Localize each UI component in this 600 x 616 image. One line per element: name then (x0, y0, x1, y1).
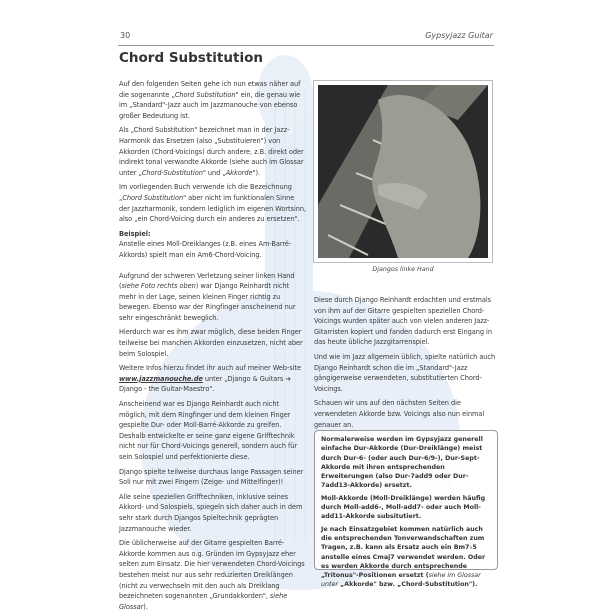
paragraph: Als „Chord Substitution" bezeichnet man in der Jazz-Harmonik das Ersetzen (also „Substituieren") von Akkorden (Chord-Voicings) durch andere, z.B. direkt oder indirekt tonal verwandte Akkorde (siehe auch im Glossar unter „Chord-Substitution" und „Akkorde"). (119, 126, 304, 177)
info-paragraph: Normalerweise werden im Gypsyjazz generell einfache Dur-Akkorde (Dur-Dreiklänge) meist durch Dur-6- (oder auch Dur-6/9-), Dur-Sept- Akkorde mit ihren entsprechenden Erweiterungen (also Dur-7add9 oder Dur-7add13-Akkorde) ersetzt. (321, 436, 483, 490)
page-number: 30 (120, 31, 131, 40)
paragraph: Und wie im Jazz allgemein üblich, spielte natürlich auch Django Reinhardt schon die im „Standard"-Jazz gängigerweise verwendeten, substitutierten Chord-Voicings. (314, 352, 496, 393)
photo-djangos-hand (313, 80, 493, 263)
right-column (314, 295, 500, 434)
paragraph: Aufgrund der schweren Verletzung seiner linken Hand (siehe Foto rechts oben) war Django Reinhardt nicht mehr in der Lage, seinen kleinen Finger richtig zu bewegen. Ebenso war der Ringfinger anscheinend nur sehr eingeschränkt beweglich. (119, 271, 296, 322)
paragraph: Weitere Infos hierzu findet ihr auch auf meiner Web-site www.jazzmanouche.de unter „Django & Guitars ➔ Django - the Guitar-Maestro". (119, 364, 301, 394)
paragraph: Die üblicherweise auf der Gitarre gespielten Barré-Akkorde kommen aus o.g. Gründen im Gypsyjazz eher selten zum Einsatz. Die hier verwendeten Chord-Voicings bestehen meist nur aus sehr reduzierten Dreiklängen (nicht zu verwechseln mit den auch als Dreiklang bezeichneten sogenannten „Grundakkorden", siehe Glossar). (119, 539, 305, 611)
header-rule (118, 45, 494, 46)
example: Beispiel: Anstelle eines Moll-Dreiklanges (z.B. eines Am-Barré-Akkords) spielt man ein Am6-Chord-Voicing. (119, 229, 292, 259)
hand-photo-image (318, 85, 488, 258)
running-header: Gypsyjazz Guitar (425, 31, 493, 40)
paragraph: Alle seine speziellen Grifftechniken, inklusive seines Akkord- und Solospiels, spiegeln sich daher auch in dem sehr stark durch Djangos Spieltechnik geprägten Jazzmanouche wieder. (119, 492, 303, 533)
paragraph: Schauen wir uns auf den nächsten Seiten die verwendeten Akkorde bzw. Voicings also nun einmal genauer an. (314, 399, 485, 429)
website-link[interactable]: www.jazzmanouche.de (119, 374, 203, 383)
paragraph: Anscheinend war es Django Reinhardt auch nicht möglich, mit dem Ringfinger und dem kleinen Finger gespielte Dur- oder Moll-Barré-Akkorde zu greifen. Deshalb entwickelte er seine ganz eigene Grifftechnik nicht nur für Chord-Voicings generell, sondern auch für sein Solospiel und perfektionierte diese. (119, 400, 298, 461)
photo-caption: Djangos linke Hand (372, 266, 434, 273)
info-paragraph: Je nach Einsatzgebiet kommen natürlich auch die entsprechenden Tonverwandschaften zum Tragen, z.B. kann als Ersatz auch ein Bm7♭5 anstelle eines Cmaj7 verwendet werden. Oder es werden Akkorde durch entsprechende „Tritonus"-Positionen ersetzt (siehe im Glossar unter „Akkorde" bzw. „Chord-Substitution"). (321, 525, 486, 589)
paragraph: Django spielte teilweise durchaus lange Passagen seiner Soli nur mit zwei Fingern (Zeige- und Mittelfinger)! (119, 467, 304, 487)
paragraph: Diese durch Django Reinhardt erdachten und erstmals von ihm auf der Gitarre gespielten speziellen Chord-Voicings wurden später auch von vielen anderen Jazz-Gitarristen kopiert und fanden dadurch erst Eingang in das heute übliche Jazzgitarrenspiel. (314, 296, 492, 347)
page-title: Chord Substitution (119, 50, 263, 66)
info-box (314, 430, 498, 589)
paragraph: Hierdurch war es ihm zwar möglich, diese beiden Finger teilweise bei manchen Akkorden einzusetzen, nicht aber beim Solospiel. (119, 328, 303, 358)
paragraph: Im vorliegenden Buch verwende ich die Bezeichnung „Chord Substitution" aber nicht im funktionalen Sinne der Jazzharmonik, sondern lediglich im eigenen Wortsinn, also „ein Chord-Voicing durch ein anderes zu ersetzen". (119, 183, 307, 224)
info-paragraph: Moll-Akkorde (Moll-Dreiklänge) werden häufig durch Moll-add6-, Moll-add7- oder auch Moll-add11-Akkorde subsitutiert. (321, 494, 486, 521)
paragraph: Auf den folgenden Seiten gehe ich nun etwas näher auf die sogenannte „Chord Substitution" ein, die genau wie im „Standard"-Jazz auch im Jazzmanouche von ebenso großer Bedeutung ist. (119, 80, 301, 120)
left-column (119, 79, 307, 616)
